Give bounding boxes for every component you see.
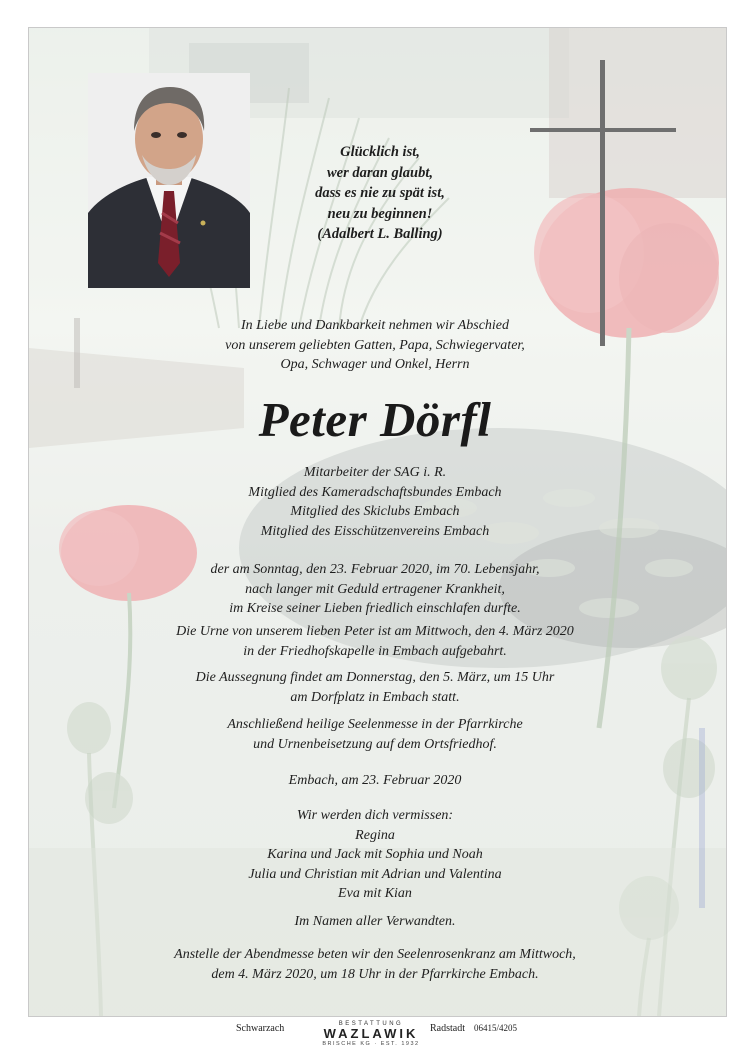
mass-notice	[130, 715, 620, 754]
membership-item: Mitglied des Eisschützenvereins Embach	[260, 523, 490, 539]
membership-item: Mitglied des Skiclubs Embach	[290, 504, 460, 519]
place-date	[130, 771, 620, 791]
urn-notice-line: in der Friedhofskapelle in Embach aufgebahrt.	[243, 643, 507, 659]
mass-notice-line: Anschließend heilige Seelenmesse in der Pfarrkirche	[227, 717, 523, 732]
membership-item: Mitarbeiter der SAG i. R.	[303, 465, 447, 480]
death-notice-line: der am Sonntag, den 23. Februar 2020, im 70. Lebensjahr,	[210, 562, 540, 577]
footer-phone: 06415/4205	[474, 1023, 518, 1033]
funeral-home-footer	[0, 1018, 750, 1058]
family-member: Julia und Christian mit Adrian und Valentina	[248, 866, 502, 882]
quote-author: (Adalbert L. Balling)	[317, 226, 443, 242]
rosary-notice	[130, 945, 620, 984]
urn-notice	[130, 622, 620, 661]
death-notice	[130, 560, 620, 619]
quote-line: neu zu beginnen!	[327, 205, 433, 222]
deceased-name: Peter Dörfl	[258, 392, 492, 447]
membership-item: Mitglied des Kameradschaftsbundes Embach	[248, 484, 502, 500]
blessing-notice	[130, 668, 620, 707]
portrait-photo	[88, 73, 250, 288]
family-member: Regina	[355, 827, 395, 843]
blessing-notice-line: Die Aussegnung findet am Donnerstag, den 5. März, um 15 Uhr	[195, 670, 555, 685]
quote-line: dass es nie zu spät ist,	[315, 185, 445, 201]
family-list	[130, 806, 620, 904]
intro-line: Opa, Schwager und Onkel, Herrn	[280, 357, 470, 372]
relatives-line	[130, 912, 620, 932]
intro-line: In Liebe und Dankbarkeit nehmen wir Abschied	[240, 318, 510, 333]
rosary-notice-line: dem 4. März 2020, um 18 Uhr in der Pfarrkirche Embach.	[211, 966, 539, 982]
relatives-text: Im Namen aller Verwandten.	[294, 914, 456, 929]
family-member: Eva mit Kian	[338, 886, 412, 901]
mass-notice-line: und Urnenbeisetzung auf dem Ortsfriedhof.	[253, 736, 497, 752]
memberships-list	[130, 463, 620, 541]
quote-line: Glücklich ist,	[340, 144, 420, 160]
place-date-line: Embach, am 23. Februar 2020	[288, 773, 462, 788]
blessing-notice-line: am Dorfplatz in Embach statt.	[290, 689, 460, 705]
rosary-notice-line: Anstelle der Abendmesse beten wir den Seelenrosenkranz am Mittwoch,	[174, 947, 576, 962]
footer-location-right: Radstadt	[430, 1023, 465, 1034]
urn-notice-line: Die Urne von unserem lieben Peter ist am Mittwoch, den 4. März 2020	[176, 624, 574, 639]
family-intro: Wir werden dich vermissen:	[296, 808, 454, 823]
logo-name: WAZLAWIK	[323, 1026, 419, 1041]
logo-sub-text: BRISCHE KG · EST. 1932	[322, 1041, 420, 1047]
quote-block	[270, 142, 490, 245]
logo-top-text: BESTATTUNG	[338, 1021, 404, 1027]
cross-symbol	[530, 60, 690, 350]
quote-line: wer daran glaubt,	[327, 164, 433, 181]
family-member: Karina und Jack mit Sophia und Noah	[267, 847, 483, 862]
intro-line: von unserem geliebten Gatten, Papa, Schwiegervater,	[225, 337, 525, 353]
intro-text	[150, 316, 600, 375]
funeral-home-logo	[316, 1021, 426, 1047]
footer-location-left: Schwarzach	[236, 1023, 285, 1034]
death-notice-line: im Kreise seiner Lieben friedlich einschlafen durfte.	[229, 601, 521, 616]
death-notice-line: nach langer mit Geduld ertragener Krankheit,	[245, 581, 505, 597]
